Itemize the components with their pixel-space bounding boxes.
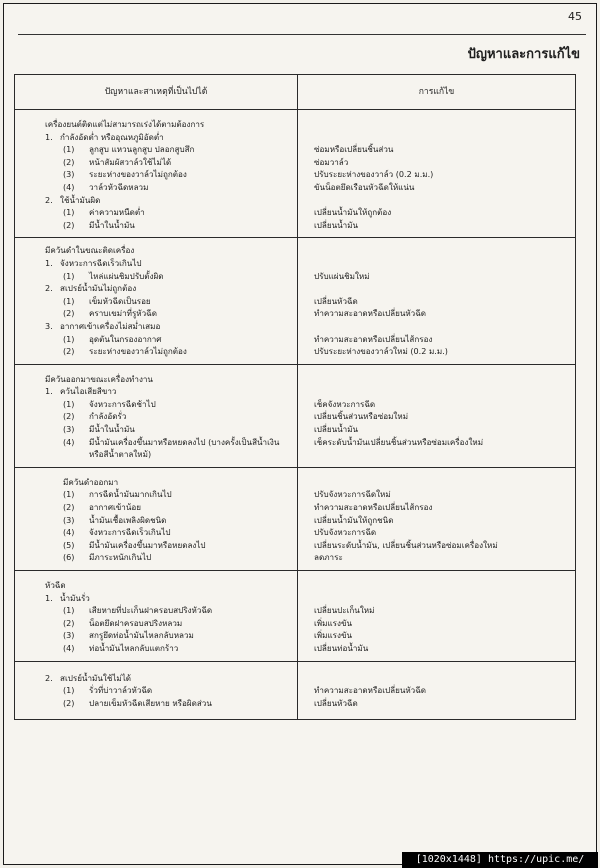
fix-text: เปลี่ยนระดับน้ำมัน, เปลี่ยนชิ้นส่วนหรือซ่อมเครื่องใหม่ bbox=[314, 539, 498, 550]
cause-group bbox=[15, 385, 297, 398]
item-number: (1) bbox=[63, 295, 75, 306]
problem-text: มีควันดำออกมา bbox=[63, 476, 119, 487]
cause-group bbox=[15, 592, 297, 605]
header-rule bbox=[18, 34, 586, 35]
fix-text: ปรับจังหวะการฉีดใหม่ bbox=[314, 489, 391, 500]
problem-text: ค่าความหนืดต่ำ bbox=[89, 207, 145, 218]
problem-text: รั่วที่บ่าวาล์วหัวฉีด bbox=[89, 685, 153, 696]
item-number: (3) bbox=[63, 169, 75, 180]
cause-group bbox=[15, 672, 297, 685]
problem-text: อากาศเข้าเครื่องไม่สม่ำเสมอ bbox=[60, 320, 161, 331]
problem-column-header: ปัญหาและสาเหตุที่เป็นไปได้ bbox=[15, 75, 298, 110]
table-row bbox=[15, 571, 576, 662]
item-number: (1) bbox=[63, 207, 75, 218]
fix-text: ทำความสะอาดหรือเปลี่ยนไส้กรอง bbox=[314, 502, 433, 513]
table-row bbox=[15, 238, 576, 364]
fix-text: ขันน็อตยึดเรือนหัวฉีดให้แน่น bbox=[314, 181, 415, 192]
fix-text: เพิ่มแรงขัน bbox=[314, 630, 353, 641]
item-number: (4) bbox=[63, 436, 75, 447]
cause-group bbox=[15, 194, 297, 207]
fix-cell bbox=[298, 238, 576, 364]
cause-item bbox=[15, 684, 297, 697]
problem-text: จังหวะการฉีดเร็วเกินไป bbox=[60, 257, 142, 268]
cause-item bbox=[15, 398, 297, 411]
cause-item bbox=[15, 526, 297, 539]
problem-cell bbox=[15, 467, 298, 570]
fix-blank bbox=[298, 672, 575, 685]
cause-item bbox=[15, 156, 297, 169]
cause-item bbox=[15, 514, 297, 527]
problem-text: สกรูยึดท่อน้ำมันไหลกลับหลวม bbox=[89, 630, 194, 641]
cause-item bbox=[15, 181, 297, 194]
problem-heading bbox=[15, 373, 297, 386]
problem-text: เสียหายที่ปะเก็นฝาครอบสปริงหัวฉีด bbox=[89, 605, 213, 616]
cause-item bbox=[15, 697, 297, 710]
item-number: (2) bbox=[63, 697, 75, 708]
fix-text: เช็คจังหวะการฉีด bbox=[314, 398, 376, 409]
item-number: 3. bbox=[45, 320, 53, 331]
cause-item bbox=[15, 436, 297, 449]
fix-blank bbox=[298, 257, 575, 270]
fix-text: เปลี่ยนปะเก็นใหม่ bbox=[314, 605, 375, 616]
problem-text: ใช้น้ำมันผิด bbox=[60, 194, 101, 205]
problem-heading bbox=[15, 118, 297, 131]
item-number: (3) bbox=[63, 630, 75, 641]
fix-text: ทำความสะอาดหรือเปลี่ยนหัวฉีด bbox=[314, 308, 427, 319]
problem-text: จังหวะการฉีดเร็วเกินไป bbox=[89, 527, 171, 538]
fix-cell bbox=[298, 467, 576, 570]
item-number: (2) bbox=[63, 308, 75, 319]
fix-cell bbox=[298, 571, 576, 662]
problem-cell bbox=[15, 661, 298, 720]
problem-text: มีภาระหนักเกินไป bbox=[89, 552, 152, 563]
item-number: (1) bbox=[63, 333, 75, 344]
fix-text: เปลี่ยนน้ำมัน bbox=[314, 219, 359, 230]
fix-cell bbox=[298, 661, 576, 720]
fix-blank bbox=[298, 373, 575, 386]
cause-item bbox=[15, 501, 297, 514]
fix-cell bbox=[298, 364, 576, 467]
page-title: ปัญหาและการแก้ไข bbox=[467, 47, 580, 62]
problem-text: มีน้ำในน้ำมัน bbox=[89, 424, 135, 435]
problem-text: เครื่องยนต์ติดแต่ไม่สามารถเร่งได้ตามต้องการ bbox=[45, 119, 205, 129]
item-number: (4) bbox=[63, 527, 75, 538]
problem-text: อุดตันในกรองอากาศ bbox=[89, 333, 162, 344]
table-body bbox=[15, 110, 576, 720]
fix-blank bbox=[298, 244, 575, 257]
fix-cell bbox=[298, 110, 576, 238]
fix-blank bbox=[298, 282, 575, 295]
problem-text: ท่อน้ำมันไหลกลับแตกร้าว bbox=[89, 642, 179, 653]
fix-text: ซ่อมหรือเปลี่ยนชิ้นส่วน bbox=[314, 144, 394, 155]
item-number: (4) bbox=[63, 181, 75, 192]
problem-text: สเปรย์น้ำมันไม่ถูกต้อง bbox=[60, 283, 137, 294]
item-number bbox=[15, 448, 89, 461]
fix-blank bbox=[298, 592, 575, 605]
item-number: (5) bbox=[63, 539, 75, 550]
problem-text: น้ำมันเชื้อเพลิงผิดชนิด bbox=[89, 514, 167, 525]
problem-text: น็อตยึดฝาครอบสปริงหลวม bbox=[89, 617, 183, 628]
problem-text: มีน้ำมันเครื่องขึ้นมาหรือหยดลงไป bbox=[89, 539, 206, 550]
problem-text: สเปรย์น้ำมันใช้ไม่ได้ bbox=[60, 672, 132, 683]
item-number: (2) bbox=[63, 219, 75, 230]
cause-item bbox=[15, 345, 297, 358]
fix-text: เปลี่ยนท่อน้ำมัน bbox=[314, 642, 369, 653]
fix-text: ทำความสะอาดหรือเปลี่ยนไส้กรอง bbox=[314, 333, 433, 344]
cause-item bbox=[15, 143, 297, 156]
table-row bbox=[15, 661, 576, 720]
fix-text: เปลี่ยนน้ำมันให้ถูกต้อง bbox=[314, 207, 392, 218]
item-number: (1) bbox=[63, 144, 75, 155]
cause-item bbox=[15, 333, 297, 346]
item-number: 1. bbox=[45, 592, 53, 603]
problem-text: การฉีดน้ำมันมากเกินไป bbox=[89, 489, 172, 500]
fix-text: เปลี่ยนหัวฉีด bbox=[314, 697, 358, 708]
cause-item bbox=[15, 168, 297, 181]
item-number: 1. bbox=[45, 131, 53, 142]
fix-text: ลดภาระ bbox=[314, 552, 343, 563]
problem-cell bbox=[15, 110, 298, 238]
problem-text: อากาศเข้าน้อย bbox=[89, 502, 141, 513]
cause-item bbox=[15, 219, 297, 232]
item-number: (1) bbox=[63, 398, 75, 409]
fix-text: เปลี่ยนน้ำมัน bbox=[314, 424, 359, 435]
problem-text: กำลังอัดต่ำ หรืออุณหภูมิอัดต่ำ bbox=[60, 131, 164, 142]
item-number: (4) bbox=[63, 642, 75, 653]
document-page bbox=[3, 3, 597, 865]
fix-text: เปลี่ยนชิ้นส่วนหรือซ่อมใหม่ bbox=[314, 411, 409, 422]
fix-blank bbox=[298, 385, 575, 398]
cause-item bbox=[15, 642, 297, 655]
cause-item bbox=[15, 270, 297, 283]
fix-text: ปรับแผ่นชิมใหม่ bbox=[314, 270, 370, 281]
table-row bbox=[15, 467, 576, 570]
item-number: (2) bbox=[63, 502, 75, 513]
cause-group bbox=[15, 320, 297, 333]
image-size-watermark: [1020x1448] https://upic.me/ bbox=[402, 852, 598, 868]
item-number: 2. bbox=[45, 672, 53, 683]
cause-group bbox=[15, 476, 297, 489]
item-number: (2) bbox=[63, 346, 75, 357]
cause-group bbox=[15, 257, 297, 270]
problem-text: คราบเขม่าที่รูหัวฉีด bbox=[89, 308, 157, 319]
cause-group bbox=[15, 282, 297, 295]
item-number: 2. bbox=[45, 283, 53, 294]
cause-item bbox=[15, 617, 297, 630]
problem-cell bbox=[15, 238, 298, 364]
fix-text: ปรับระยะห่างของวาล์วใหม่ (0.2 ม.ม.) bbox=[314, 346, 448, 357]
problem-text: มีน้ำในน้ำมัน bbox=[89, 219, 135, 230]
problem-text: หน้าสัมผัสวาล์วใช้ไม่ได้ bbox=[89, 156, 172, 167]
fix-blank bbox=[298, 194, 575, 207]
fix-text: เปลี่ยนหัวฉีด bbox=[314, 295, 358, 306]
problem-text: ลูกสูบ แหวนลูกสูบ ปลอกสูบสึก bbox=[89, 144, 195, 155]
fix-text: ปรับระยะห่างของวาล์ว (0.2 ม.ม.) bbox=[314, 169, 434, 180]
item-number: (1) bbox=[63, 685, 75, 696]
fix-text: ซ่อมวาล์ว bbox=[314, 156, 349, 167]
problem-heading bbox=[15, 579, 297, 592]
fix-blank bbox=[298, 579, 575, 592]
problem-text: มีควันออกมาขณะเครื่องทำงาน bbox=[45, 373, 153, 384]
fix-text: เช็คระดับน้ำมันเปลี่ยนชิ้นส่วนหรือซ่อมเครื่องใหม่ bbox=[314, 436, 484, 447]
cause-item bbox=[15, 539, 297, 552]
cause-item bbox=[15, 206, 297, 219]
item-number: (1) bbox=[63, 270, 75, 281]
item-number: (1) bbox=[63, 605, 75, 616]
problem-text: ปลายเข็มหัวฉีดเสียหาย หรือผิดส่วน bbox=[89, 697, 212, 708]
fix-blank bbox=[298, 448, 575, 461]
problem-text: วาล์วหัวฉีดหลวม bbox=[89, 181, 149, 192]
item-number: 1. bbox=[45, 257, 53, 268]
problem-text: หรือสีน้ำตาลใหม้) bbox=[89, 449, 152, 460]
item-number: (1) bbox=[63, 489, 75, 500]
fix-text: ทำความสะอาดหรือเปลี่ยนหัวฉีด bbox=[314, 685, 427, 696]
cause-item bbox=[15, 551, 297, 564]
fix-column-header: การแก้ไข bbox=[298, 75, 576, 110]
cause-item bbox=[15, 423, 297, 436]
fix-text: ปรับจังหวะการฉีด bbox=[314, 527, 377, 538]
cause-group bbox=[15, 131, 297, 144]
fix-blank bbox=[298, 131, 575, 144]
cause-item bbox=[15, 410, 297, 423]
cause-item bbox=[15, 295, 297, 308]
cause-item bbox=[15, 629, 297, 642]
problem-text: เข็มหัวฉีดเป็นรอย bbox=[89, 295, 151, 306]
table-header-row bbox=[15, 75, 576, 110]
problem-text: ระยะห่างของวาล์วไม่ถูกต้อง bbox=[89, 346, 187, 357]
problem-text: ระยะห่างของวาล์วไม่ถูกต้อง bbox=[89, 169, 187, 180]
problem-text: มีควันดำในขณะติดเครื่อง bbox=[45, 245, 135, 256]
item-number: (3) bbox=[63, 424, 75, 435]
troubleshooting-table bbox=[14, 74, 576, 720]
problem-text: มีน้ำมันเครื่องขึ้นมาหรือหยดลงไป (บางครั้งเป็นสีน้ำเงิน bbox=[89, 436, 280, 447]
item-number: 2. bbox=[45, 194, 53, 205]
problem-cell bbox=[15, 364, 298, 467]
cause-item bbox=[15, 307, 297, 320]
item-number: (2) bbox=[63, 411, 75, 422]
item-number: (3) bbox=[63, 514, 75, 525]
cause-item bbox=[15, 488, 297, 501]
item-number: (2) bbox=[63, 617, 75, 628]
page-number: 45 bbox=[568, 10, 582, 23]
problem-text: ควันไอเสียสีขาว bbox=[60, 386, 117, 397]
problem-text: กำลังอัดรั่ว bbox=[89, 411, 127, 422]
fix-blank bbox=[298, 118, 575, 131]
item-number: 1. bbox=[45, 386, 53, 397]
fix-text: เพิ่มแรงขัน bbox=[314, 617, 353, 628]
problem-text: น้ำมันรั่ว bbox=[60, 592, 90, 603]
fix-text: เปลี่ยนน้ำมันให้ถูกชนิด bbox=[314, 514, 394, 525]
item-number: (2) bbox=[63, 156, 75, 167]
fix-blank bbox=[298, 476, 575, 489]
problem-text: หัวฉีด bbox=[45, 580, 66, 590]
table-row bbox=[15, 364, 576, 467]
problem-heading bbox=[15, 244, 297, 257]
item-number: (6) bbox=[63, 552, 75, 563]
cause-item bbox=[15, 604, 297, 617]
problem-text: จังหวะการฉีดช้าไป bbox=[89, 398, 156, 409]
table-row bbox=[15, 110, 576, 238]
cause-item bbox=[15, 448, 297, 461]
problem-cell bbox=[15, 571, 298, 662]
fix-blank bbox=[298, 320, 575, 333]
problem-text: ไหล่แผ่นชิมปรับตั้งผิด bbox=[89, 270, 164, 281]
